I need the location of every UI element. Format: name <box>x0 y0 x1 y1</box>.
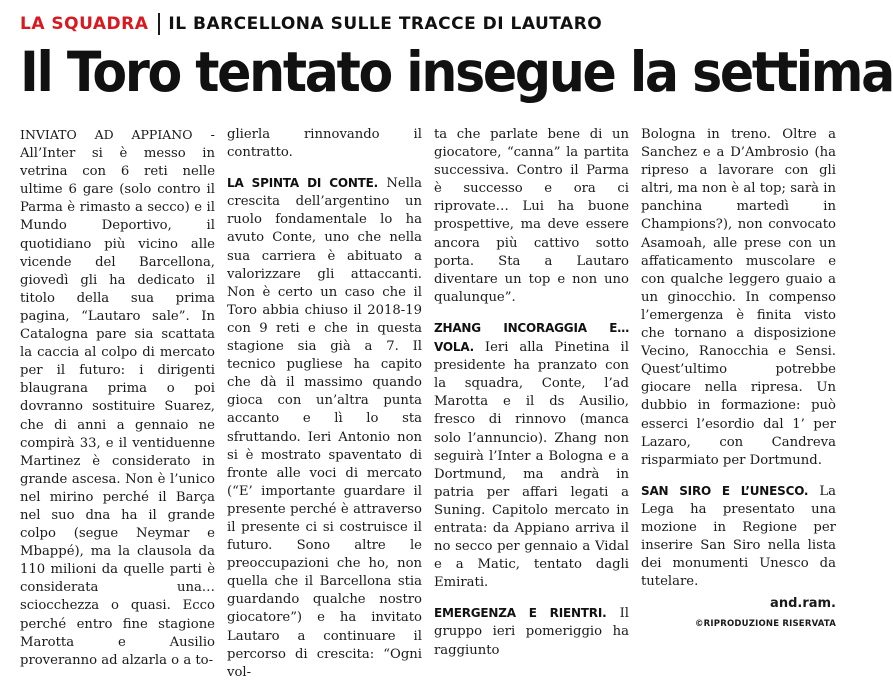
paragraph-text: Bologna in treno. Oltre a Sanchez e a D’Ambrosio (ha ripreso a lavorare con gli altri, ma non è al top; sarà in panchina martedì in Champions?), non convocato Asamoah, alle prese con un affaticamento muscolare e con qualche leggero guaio a un ginocchio. In compenso l’emergenza è finita visto che tornano a disposizione Vecino, Ranocchia e Sensi. Quest’ultimo potrebbe giocare nella ripresa. Un dubbio in formazione: può esserci l’esordio dal 1’ per Lazaro, con Candreva risparmiato per Dortmund. <box>641 127 836 468</box>
paragraph <box>227 174 422 682</box>
paragraph <box>434 604 629 659</box>
paragraph-text: Ieri alla Pinetina il presidente ha pranzato con la squadra, Conte, l’ad Marotta e il ds Ausilio, fresco di rinnovo (manca solo l’annuncio). Zhang non seguirà l’Inter a Bologna e a Dortmund, ma andrà in patria per affari legati a Suning. Capitolo mercato in entrata: da Appiano arriva il no secco per gennaio a Vidal e a Matic, tentato dagli Emirati. <box>434 340 629 591</box>
copyright-notice: ©RIPRODUZIONE RISERVATA <box>694 619 836 630</box>
subheading: EMERGENZA E RIENTRI. <box>434 606 607 621</box>
kicker-divider <box>158 13 160 35</box>
headline: Il Toro tentato insegue la settima <box>20 40 893 104</box>
article-body <box>20 126 836 680</box>
subheading: LA SPINTA DI CONTE. <box>227 176 379 191</box>
column-1 <box>20 126 215 668</box>
section-label: LA SQUADRA <box>20 14 149 34</box>
paragraph <box>434 319 629 592</box>
subheading: SAN SIRO E L’UNESCO. <box>641 483 809 498</box>
column-3 <box>434 126 629 658</box>
author-signature: and.ram. <box>770 596 836 612</box>
paragraph-text: La Lega ha presentato una mozione in Regione per inserire San Siro nella lista dei monumenti Unesco da tutelare. <box>641 483 836 590</box>
subheading: ZHANG INCORAGGIA E… VOLA. <box>434 320 629 355</box>
paragraph <box>227 126 422 162</box>
byline-lead: INVIATO AD APPIANO <box>20 127 193 142</box>
kicker-subtitle: IL BARCELLONA SULLE TRACCE DI LAUTARO <box>168 14 603 34</box>
paragraph <box>641 482 836 592</box>
column-4 <box>641 126 836 630</box>
paragraph-text: Nella crescita dell’argentino un ruolo fondamentale lo ha avuto Conte, uno che nella sua carriera è abituato a valorizzare gli attaccanti. Non è certo un caso che il Toro abbia chiuso il 2018-19 con 9 reti e che in questa stagione sia già a 7. Il tecnico pugliese ha capito che dà il massimo quando gioca con un’altra punta accanto e lì lo sta sfruttando. Ieri Antonio non si è mostrato spaventato di fronte alle voci di mercato (“E’ importante guardare il presente perché è attraverso il presente ci si costruisce il futuro. Sono altre le preoccupazioni che ho, non quella che il Barcellona stia guardando qualche nostro giocatore”) e ha invitato Lautaro a continuare il percorso di crescita: “Ogni vol- <box>227 176 422 680</box>
paragraph <box>20 126 215 670</box>
kicker <box>20 12 602 36</box>
paragraph-text: ta che parlate bene di un giocatore, “canna” la partita successiva. Contro il Parma è successo e ora ci riprovate… Lui ha buone prospettive, ma deve essere ancora più cattivo sotto porta. Sta a Lautaro diventare un top e non uno qualunque”. <box>434 127 629 305</box>
paragraph <box>641 126 836 470</box>
paragraph-text: Il gruppo ieri pomeriggio ha raggiunto <box>434 606 629 658</box>
paragraph-text: - All’Inter si è messo in vetrina con 6 reti nelle ultime 6 gare (solo contro il Parma è rimasto a secco) e il Mundo Deportivo, il quotidiano più vicino alle vicende del Barcellona, giovedì gli ha dedicato il titolo della sua prima pagina, “Lautaro sale”. In Catalogna pare sia scattata la caccia al colpo di mercato per il futuro: i dirigenti blaugrana prima o poi dovranno sostituire Suarez, che di anni a gennaio ne compirà 33, e il ventiduenne Martinez è considerato in grande ascesa. Non è l’unico nel mirino perché il Barça nel suo dna ha il grande colpo (segue Neymar e Mbappé), ma la clausola da 110 milioni da quelle parti è considerata una… sciocchezza o quasi. Ecco perché entro fine stagione Marotta e Ausilio proveranno ad alzarla o a to- <box>20 128 215 668</box>
paragraph <box>434 126 629 307</box>
column-2 <box>227 126 422 680</box>
paragraph-text: glierla rinnovando il contratto. <box>227 127 422 161</box>
